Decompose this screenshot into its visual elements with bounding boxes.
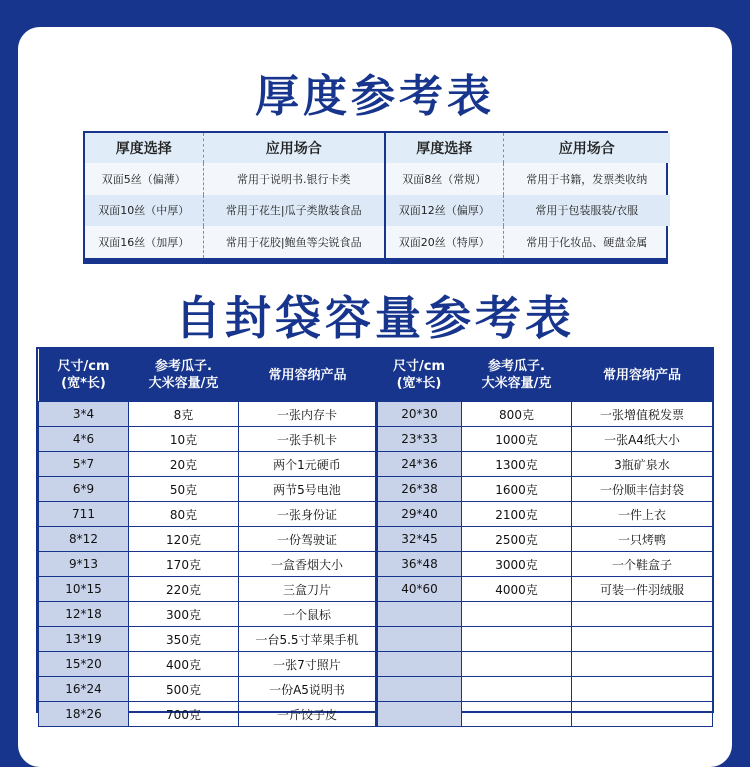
capacity-cell <box>462 652 572 677</box>
capacity-cell: 一斤饺子皮 <box>239 702 377 727</box>
capacity-cell <box>572 627 713 652</box>
capacity-cell: 一张7寸照片 <box>239 652 377 677</box>
capacity-cell <box>377 677 462 702</box>
thickness-cell: 双面16丝（加厚） <box>85 226 203 258</box>
capacity-cell: 1300克 <box>462 452 572 477</box>
capacity-cell: 3*4 <box>39 402 129 427</box>
capacity-table <box>36 347 714 722</box>
capacity-cell: 一份驾驶证 <box>239 527 377 552</box>
capacity-cell: 6*9 <box>39 477 129 502</box>
thickness-header-2: 厚度选择 <box>385 133 503 163</box>
capacity-cell: 一个鞋盒子 <box>572 552 713 577</box>
thickness-cell: 双面20丝（特厚） <box>385 226 503 258</box>
capacity-cell: 12*18 <box>39 602 129 627</box>
capacity-row <box>39 652 713 677</box>
capacity-title: 自封袋容量参考表 <box>175 291 575 345</box>
capacity-cell <box>462 677 572 702</box>
capacity-cell: 一盒香烟大小 <box>239 552 377 577</box>
thickness-cell: 常用于包装服装/衣服 <box>503 195 670 227</box>
thickness-cell: 双面5丝（偏薄） <box>85 163 203 195</box>
capacity-cell: 16*24 <box>39 677 129 702</box>
capacity-cell: 两节5号电池 <box>239 477 377 502</box>
capacity-cell: 3瓶矿泉水 <box>572 452 713 477</box>
capacity-cell: 32*45 <box>377 527 462 552</box>
capacity-cell: 一件上衣 <box>572 502 713 527</box>
capacity-cell: 一只烤鸭 <box>572 527 713 552</box>
capacity-row <box>39 602 713 627</box>
capacity-header-0: 尺寸/cm (宽*长) <box>39 349 129 402</box>
capacity-cell: 220克 <box>129 577 239 602</box>
capacity-row <box>39 577 713 602</box>
thickness-cell: 常用于书籍，发票类收纳 <box>526 172 648 186</box>
capacity-row <box>39 527 713 552</box>
thickness-cell: 双面8丝（常规） <box>385 163 503 195</box>
capacity-cell: 13*19 <box>39 627 129 652</box>
thickness-cell: 常用于花胶|鲍鱼等尖锐食品 <box>203 226 385 258</box>
capacity-cell: 170克 <box>129 552 239 577</box>
capacity-row <box>39 502 713 527</box>
capacity-cell: 18*26 <box>39 702 129 727</box>
capacity-cell: 20*30 <box>377 402 462 427</box>
capacity-cell <box>462 627 572 652</box>
capacity-cell: 可装一件羽绒服 <box>572 577 713 602</box>
capacity-row <box>39 677 713 702</box>
capacity-cell: 120克 <box>129 527 239 552</box>
capacity-cell <box>377 702 462 727</box>
thickness-cell: 常用于花生|瓜子类散装食品 <box>203 195 385 227</box>
thickness-row <box>85 195 670 227</box>
capacity-cell: 4*6 <box>39 427 129 452</box>
capacity-cell: 711 <box>39 502 129 527</box>
capacity-cell: 24*36 <box>377 452 462 477</box>
capacity-header-1: 参考瓜子. 大米容量/克 <box>129 349 239 402</box>
thickness-header-0: 厚度选择 <box>85 133 203 163</box>
capacity-cell: 2100克 <box>462 502 572 527</box>
capacity-row <box>39 452 713 477</box>
capacity-cell: 9*13 <box>39 552 129 577</box>
capacity-cell: 三盒刀片 <box>239 577 377 602</box>
capacity-cell: 8*12 <box>39 527 129 552</box>
capacity-cell: 300克 <box>129 602 239 627</box>
capacity-header-5: 常用容纳产品 <box>572 349 713 402</box>
capacity-cell: 一张手机卡 <box>239 427 377 452</box>
capacity-cell: 1000克 <box>462 427 572 452</box>
thickness-header-3: 应用场合 <box>503 133 670 163</box>
capacity-cell: 两个1元硬币 <box>239 452 377 477</box>
capacity-cell: 一张身份证 <box>239 502 377 527</box>
capacity-cell: 500克 <box>129 677 239 702</box>
capacity-row <box>39 627 713 652</box>
capacity-cell <box>572 702 713 727</box>
thickness-cell: 常用于化妆品、硬盘金属 <box>526 236 648 250</box>
capacity-cell: 一张增值税发票 <box>572 402 713 427</box>
capacity-cell: 80克 <box>129 502 239 527</box>
capacity-cell <box>377 627 462 652</box>
capacity-cell: 一台5.5寸苹果手机 <box>239 627 377 652</box>
capacity-cell <box>377 602 462 627</box>
capacity-row <box>39 477 713 502</box>
capacity-cell: 5*7 <box>39 452 129 477</box>
thickness-cell: 双面12丝（偏厚） <box>385 195 503 227</box>
capacity-row <box>39 402 713 427</box>
capacity-cell <box>572 602 713 627</box>
thickness-table <box>83 131 668 264</box>
capacity-cell <box>572 652 713 677</box>
capacity-cell: 10*15 <box>39 577 129 602</box>
capacity-cell: 2500克 <box>462 527 572 552</box>
thickness-cell: 常用于说明书.银行卡类 <box>203 163 385 195</box>
capacity-cell: 40*60 <box>377 577 462 602</box>
capacity-cell: 800克 <box>462 402 572 427</box>
thickness-row <box>85 226 670 258</box>
capacity-row <box>39 552 713 577</box>
capacity-header-2: 常用容纳产品 <box>239 349 377 402</box>
capacity-cell: 36*48 <box>377 552 462 577</box>
thickness-title: 厚度参考表 <box>255 71 495 122</box>
capacity-cell: 一张A4纸大小 <box>572 427 713 452</box>
capacity-cell: 400克 <box>129 652 239 677</box>
thickness-header-1: 应用场合 <box>203 133 385 163</box>
capacity-cell: 一张内存卡 <box>239 402 377 427</box>
capacity-cell: 23*33 <box>377 427 462 452</box>
capacity-cell <box>572 677 713 702</box>
capacity-header-3: 尺寸/cm (宽*长) <box>377 349 462 402</box>
capacity-cell: 4000克 <box>462 577 572 602</box>
capacity-cell: 700克 <box>129 702 239 727</box>
capacity-cell: 20克 <box>129 452 239 477</box>
capacity-cell <box>377 652 462 677</box>
capacity-cell: 15*20 <box>39 652 129 677</box>
capacity-cell: 29*40 <box>377 502 462 527</box>
capacity-cell: 一份A5说明书 <box>239 677 377 702</box>
capacity-cell <box>462 702 572 727</box>
capacity-cell <box>462 602 572 627</box>
capacity-cell: 一份顺丰信封袋 <box>572 477 713 502</box>
capacity-row <box>39 427 713 452</box>
capacity-cell: 一个鼠标 <box>239 602 377 627</box>
capacity-cell: 350克 <box>129 627 239 652</box>
capacity-row <box>39 702 713 727</box>
thickness-cell: 双面10丝（中厚） <box>85 195 203 227</box>
capacity-header-4: 参考瓜子. 大米容量/克 <box>462 349 572 402</box>
capacity-cell: 26*38 <box>377 477 462 502</box>
capacity-cell: 1600克 <box>462 477 572 502</box>
capacity-cell: 50克 <box>129 477 239 502</box>
capacity-cell: 10克 <box>129 427 239 452</box>
thickness-row <box>85 163 670 195</box>
capacity-cell: 8克 <box>129 402 239 427</box>
capacity-cell: 3000克 <box>462 552 572 577</box>
